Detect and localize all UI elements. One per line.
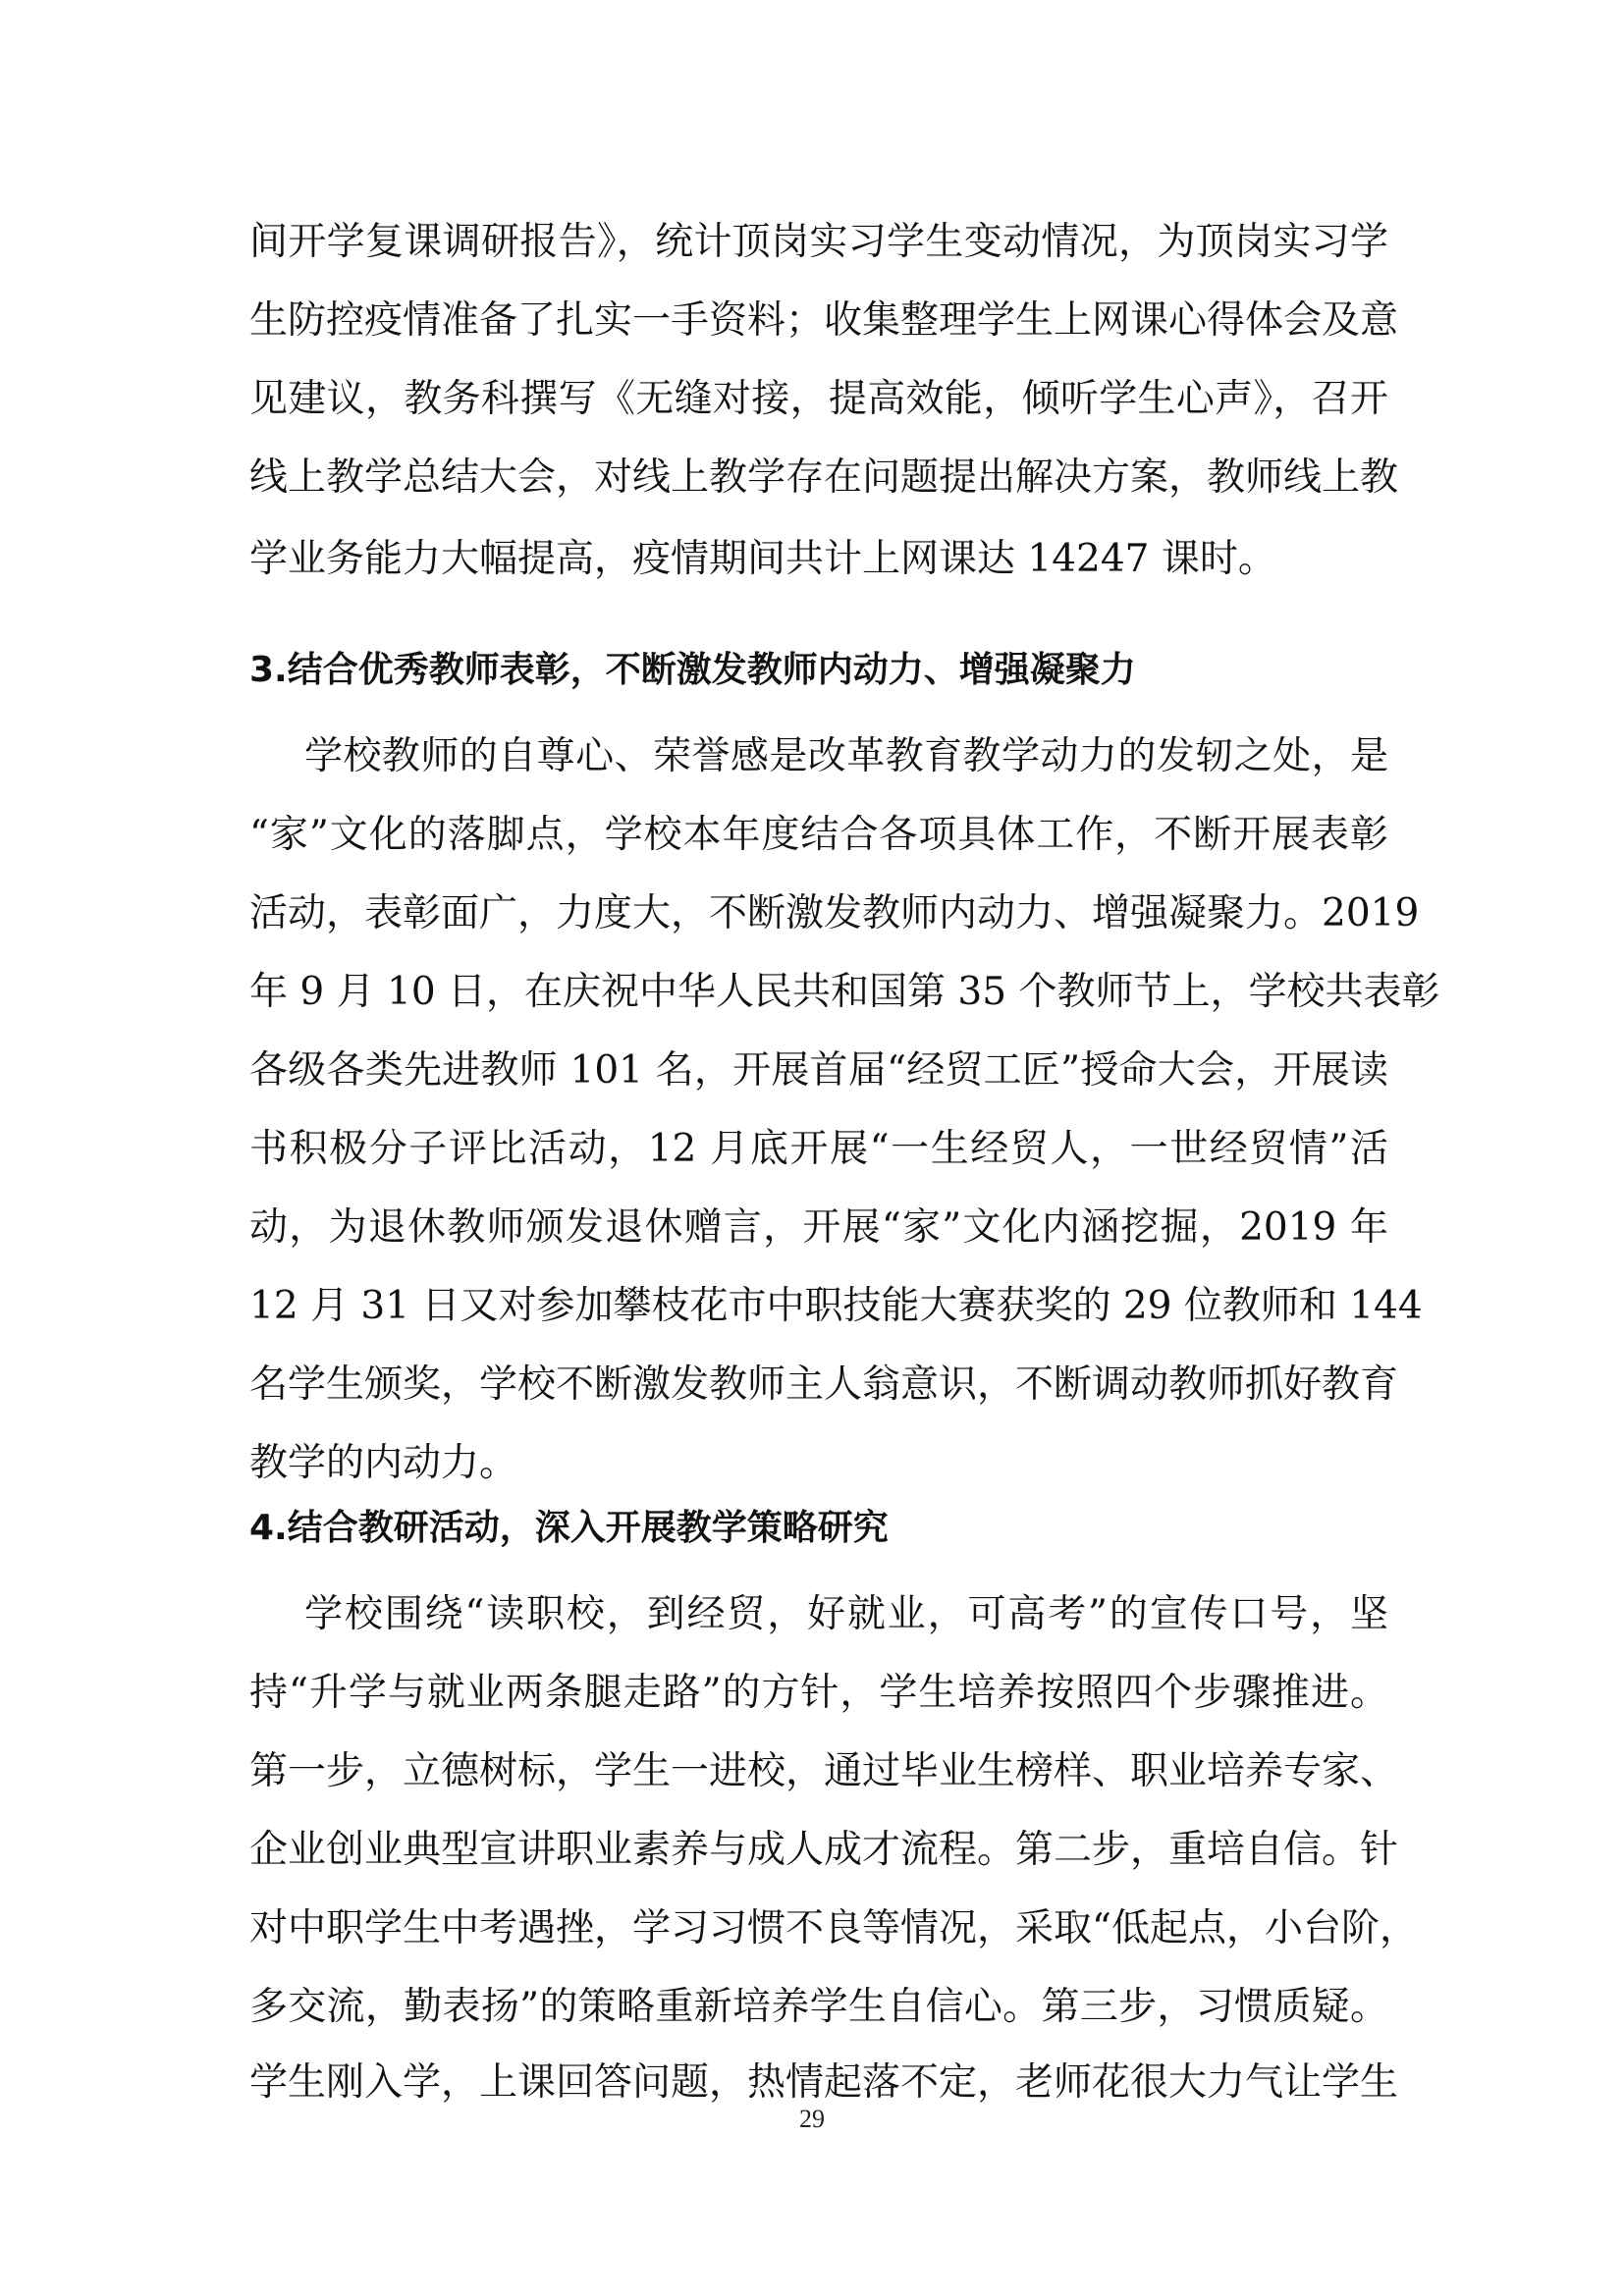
paragraph-line: 第一步，立德树标，学生一进校，通过毕业生榜样、职业培养专家、 — [249, 1749, 1399, 1793]
page-number: 29 — [799, 2105, 825, 2133]
paragraph-line: 企业创业典型宣讲职业素养与成人成才流程。第二步，重培自信。针 — [249, 1828, 1399, 1872]
paragraph-line: 生防控疫情准备了扎实一手资料；收集整理学生上网课心得体会及意 — [249, 298, 1399, 343]
paragraph-line: 年 9 月 10 日，在庆祝中华人民共和国第 35 个教师节上，学校共表彰 — [249, 970, 1440, 1014]
paragraph-line: 学校围绕“读职校，到经贸，好就业，可高考”的宣传口号，坚 — [304, 1592, 1388, 1636]
paragraph-line: 动，为退休教师颁发退休赠言，开展“家”文化内涵挖掘，2019 年 — [249, 1205, 1388, 1250]
section-heading: 4.结合教研活动，深入开展教学策略研究 — [249, 1508, 889, 1548]
paragraph-line: 线上教学总结大会，对线上教学存在问题提出解决方案，教师线上教 — [249, 455, 1399, 500]
paragraph-line: 多交流，勤表扬”的策略重新培养学生自信心。第三步，习惯质疑。 — [249, 1985, 1388, 2029]
paragraph-line: “家”文化的落脚点，学校本年度结合各项具体工作，不断开展表彰 — [249, 813, 1388, 857]
paragraph-line: 12 月 31 日又对参加攀枝花市中职技能大赛获奖的 29 位教师和 144 — [249, 1284, 1423, 1328]
paragraph-line: 书积极分子评比活动，12 月底开展“一生经贸人，一世经贸情”活 — [249, 1127, 1388, 1171]
paragraph-line: 见建议，教务科撰写《无缝对接，提高效能，倾听学生心声》，召开 — [249, 377, 1388, 421]
paragraph-line: 教学的内动力。 — [249, 1441, 518, 1485]
paragraph-line: 活动，表彰面广，力度大，不断激发教师内动力、增强凝聚力。2019 — [249, 891, 1420, 935]
section-heading: 3.结合优秀教师表彰，不断激发教师内动力、增强凝聚力 — [249, 650, 1136, 690]
paragraph-line: 学生刚入学，上课回答问题，热情起落不定，老师花很大力气让学生 — [249, 2060, 1399, 2105]
paragraph-line: 名学生颁奖，学校不断激发教师主人翁意识，不断调动教师抓好教育 — [249, 1362, 1399, 1407]
paragraph-line: 各级各类先进教师 101 名，开展首届“经贸工匠”授命大会，开展读 — [249, 1048, 1388, 1093]
paragraph-line: 间开学复课调研报告》，统计顶岗实习学生变动情况，为顶岗实习学 — [249, 220, 1388, 264]
paragraph-line: 持“升学与就业两条腿走路”的方针，学生培养按照四个步骤推进。 — [249, 1671, 1388, 1715]
paragraph-line: 学校教师的自尊心、荣誉感是改革教育教学动力的发轫之处，是 — [304, 734, 1388, 778]
paragraph-line: 对中职学生中考遇挫，学习习惯不良等情况，采取“低起点，小台阶， — [249, 1906, 1418, 1950]
paragraph-line: 学业务能力大幅提高，疫情期间共计上网课达 14247 课时。 — [249, 537, 1276, 581]
